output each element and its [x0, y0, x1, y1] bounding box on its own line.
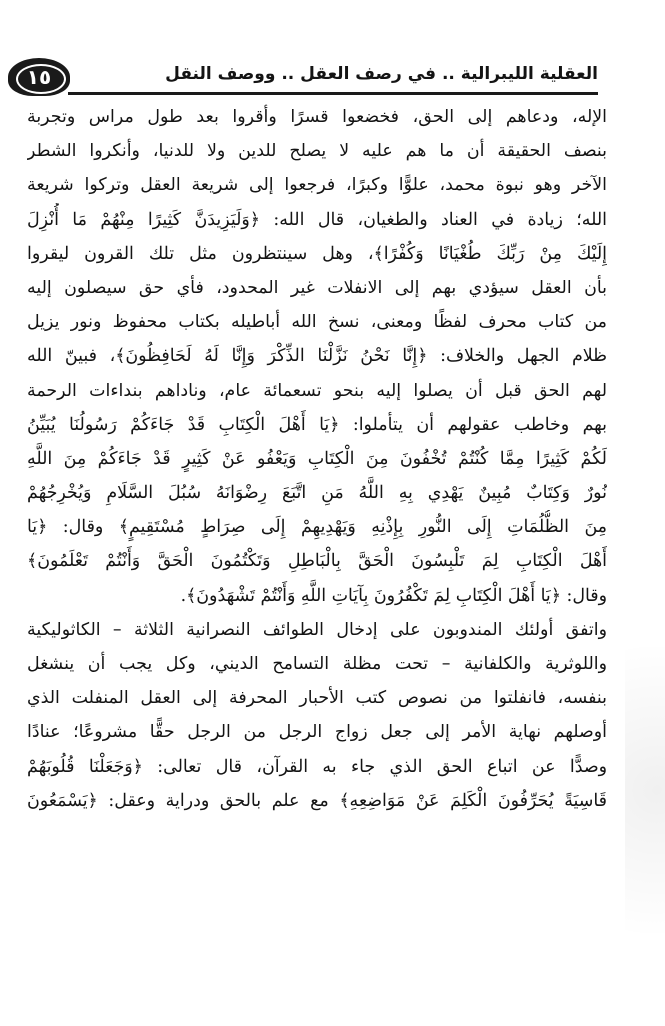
page-number: ١٥: [26, 65, 52, 89]
page-header: [8, 58, 598, 96]
page-number-badge: [8, 58, 70, 96]
text-line: من كتاب محرف لفظًا ومعنى، نسخ الله أباطيله بكتاب محفوظ ونور يزيل: [27, 312, 607, 333]
text-line: بنصف الحقيقة أن ما هم عليه لا يصلح للدين ولا للدنيا، وأنكروا الشطر: [27, 141, 607, 162]
running-title: العقلية الليبرالية .. في رصف العقل .. ووصف النقل: [165, 64, 598, 84]
text-line: الإله، ودعاهم إلى الحق، فخضعوا قسرًا وأقروا بعد طول مراس وتجربة: [27, 107, 607, 127]
text-line: وقال: ﴿يَا أَهْلَ الْكِتَابِ لِمَ تَكْفُرُونَ بِآيَاتِ اللَّهِ وَأَنْتُمْ تَشْهَدُونَ﴾.: [180, 585, 607, 606]
text-line: الآخر وهو نبوة محمد، علوًّا وكبرًا، فرجعوا إلى شريعة العقل وتركوا شريعة: [27, 175, 607, 196]
text-line: ظلام الجهل والخلاف: ﴿إِنَّا نَحْنُ نَزَّلْنَا الذِّكْرَ وَإِنَّا لَهُ لَحَافِظُونَ﴾، فبينّ الله: [27, 346, 607, 367]
text-line: قَاسِيَةً يُحَرِّفُونَ الْكَلِمَ عَنْ مَوَاضِعِهِ﴾ مع علم بالحق ودراية وعقل: ﴿يَسْمَعُونَ: [27, 790, 607, 811]
text-line: بهم وخاطب عقولهم أن يتأملوا: ﴿يَا أَهْلَ الْكِتَابِ قَدْ جَاءَكُمْ رَسُولُنَا يُبَيِّنُ: [27, 414, 607, 435]
scan-edge-shadow: [625, 580, 665, 1000]
header-rule: [68, 92, 598, 95]
text-line: وصدًّا عن اتباع الحق الذي جاء به القرآن، قال تعالى: ﴿وَجَعَلْنَا قُلُوبَهُمْ: [27, 756, 607, 777]
text-line: بأن العقل سيؤدي بهم إلى الانفلات غير المحدود، فأي حق سيصلون إليه: [27, 277, 607, 298]
text-line: أَهْلَ الْكِتَابِ لِمَ تَلْبِسُونَ الْحَقَّ بِالْبَاطِلِ وَتَكْتُمُونَ الْحَقَّ وَأَنْتُمْ تَعْلَمُونَ﴾: [27, 551, 607, 572]
text-line: لَكُمْ كَثِيرًا مِمَّا كُنْتُمْ تُخْفُونَ مِنَ الْكِتَابِ وَيَعْفُو عَنْ كَثِيرٍ قَدْ جَاءَكُمْ مِنَ اللَّهِ: [27, 448, 607, 469]
text-line: واتفق أولئك المندوبون على إدخال الطوائف النصرانية الثلاثة – الكاثوليكية: [27, 619, 607, 640]
text-line: إِلَيْكَ مِنْ رَبِّكَ طُغْيَانًا وَكُفْرًا﴾، وهل سينتظرون مثل تلك القرون ليقروا: [27, 243, 607, 264]
text-line: أوصلهم نهاية الأمر إلى جعل زواج الرجل من الرجل حقًّا مشروعًا؛ عنادًا: [27, 722, 607, 743]
text-line: لهم الحق قبل أن يصلوا إليه بنحو تسعمائة عام، وناداهم بنداءات الرحمة: [27, 380, 607, 401]
text-line: بنفسه، فانفلتوا من نصوص كتب الأحبار المحرفة إلى العقل المنفلت الذي: [27, 688, 607, 709]
body-text: [27, 100, 607, 818]
text-line: مِنَ الظُّلُمَاتِ إِلَى النُّورِ بِإِذْنِهِ وَيَهْدِيهِمْ إِلَى صِرَاطٍ مُسْتَقِيمٍ﴾ وقال: ﴿يَا: [27, 517, 607, 538]
text-line: نُورٌ وَكِتَابٌ مُبِينٌ يَهْدِي بِهِ اللَّهُ مَنِ اتَّبَعَ رِضْوَانَهُ سُبُلَ السَّلَامِ وَيُخْرِجُهُمْ: [27, 483, 607, 504]
text-line: الله؛ زيادة في العناد والطغيان، قال الله: ﴿وَلَيَزِيدَنَّ كَثِيرًا مِنْهُمْ مَا أُنْزِلَ: [27, 209, 607, 230]
text-line: واللوثرية والكلفانية – تحت مظلة التسامح الديني، وكل يجب أن ينشغل: [27, 654, 607, 674]
